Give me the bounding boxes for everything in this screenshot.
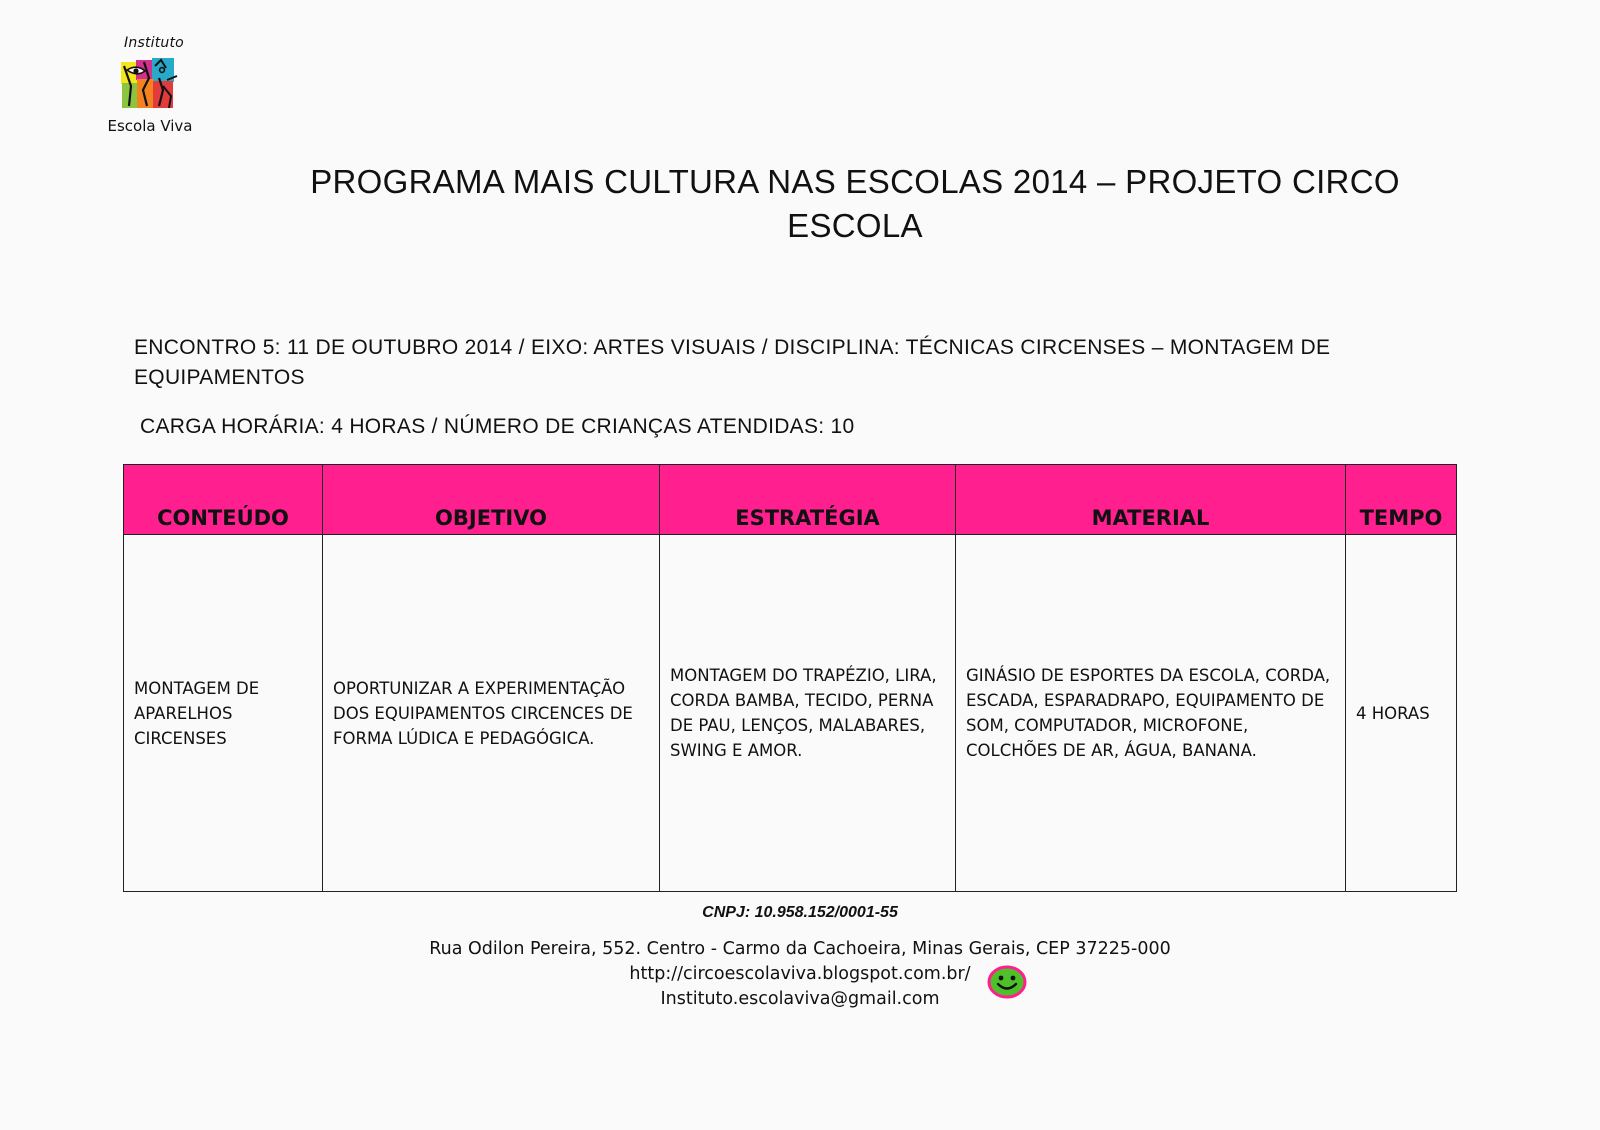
lesson-plan-table <box>123 464 1457 892</box>
cell-estrategia: MONTAGEM DO TRAPÉZIO, LIRA, CORDA BAMBA, TECIDO, PERNA DE PAU, LENÇOS, MALABARES, SWING E AMOR. <box>660 535 956 892</box>
address-text: Rua Odilon Pereira, 552. Centro - Carmo da Cachoeira, Minas Gerais, CEP 37225-000 <box>429 939 1171 959</box>
column-header-material: MATERIAL <box>956 465 1346 535</box>
email-link[interactable]: Instituto.escolaviva@gmail.com <box>660 989 940 1009</box>
column-header-estrategia: ESTRATÉGIA <box>660 465 956 535</box>
column-header-tempo: TEMPO <box>1346 465 1457 535</box>
column-header-conteudo: CONTEÚDO <box>124 465 323 535</box>
cell-tempo: 4 HORAS <box>1346 535 1457 892</box>
cell-material: GINÁSIO DE ESPORTES DA ESCOLA, CORDA, ESCADA, ESPARADRAPO, EQUIPAMENTO DE SOM, COMPUTADOR, MICROFONE, COLCHÕES DE AR, ÁGUA, BANANA. <box>956 535 1346 892</box>
institute-logo <box>100 34 200 136</box>
website-link[interactable]: http://circoescolaviva.blogspot.com.br/ <box>629 964 971 984</box>
logo-bottom-text: Escola Viva <box>107 117 193 135</box>
table-header <box>124 465 1457 535</box>
cnpj-text: CNPJ: 10.958.152/0001-55 <box>702 904 898 921</box>
table-header-row <box>124 465 1457 535</box>
page-title: PROGRAMA MAIS CULTURA NAS ESCOLAS 2014 – PROJETO CIRCO ESCOLA <box>310 163 1400 244</box>
meeting-info: ENCONTRO 5: 11 DE OUTUBRO 2014 / EIXO: ARTES VISUAIS / DISCIPLINA: TÉCNICAS CIRCENSES – MONTAGEM DE EQUIPAMENTOS <box>134 336 1331 389</box>
column-header-objetivo: OBJETIVO <box>323 465 660 535</box>
logo-top-text: Instituto <box>124 35 184 51</box>
cell-conteudo: MONTAGEM DE APARELHOS CIRCENSES <box>124 535 323 892</box>
workload-info: CARGA HORÁRIA: 4 HORAS / NÚMERO DE CRIANÇAS ATENDIDAS: 10 <box>140 415 855 438</box>
table-row <box>124 535 1457 892</box>
smiley-icon <box>987 965 1027 999</box>
institute-logo-icon <box>119 56 181 112</box>
contact-block <box>400 937 1200 1012</box>
cell-objetivo: OPORTUNIZAR A EXPERIMENTAÇÃO DOS EQUIPAMENTOS CIRCENCES DE FORMA LÚDICA E PEDAGÓGICA. <box>323 535 660 892</box>
